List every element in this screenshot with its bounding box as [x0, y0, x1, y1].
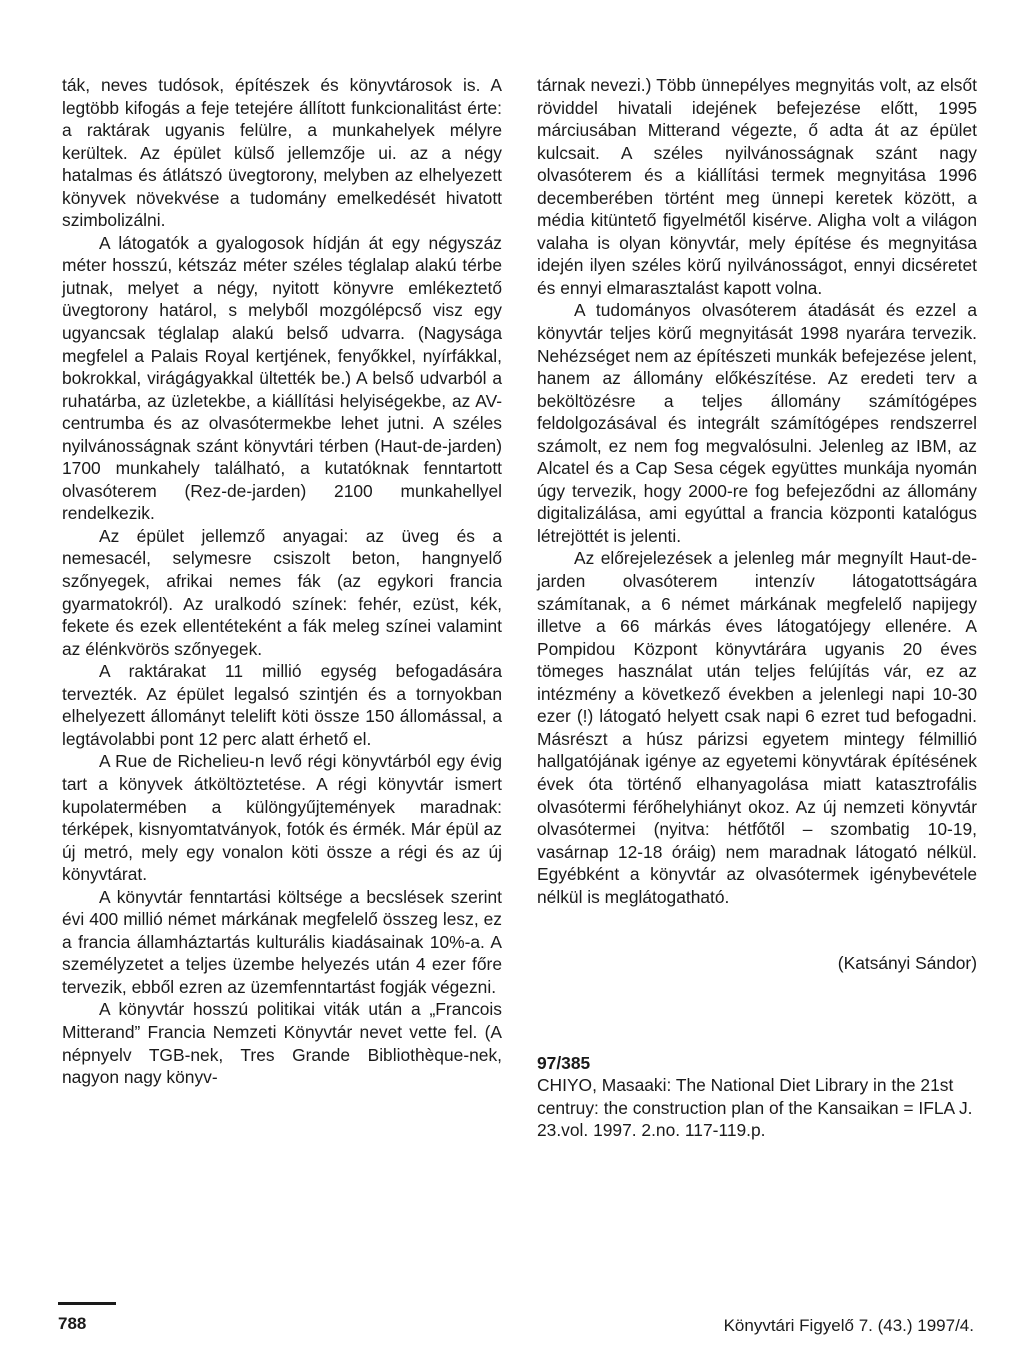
right-paragraph-1: tárnak nevezi.) Több ünnepélyes megnyitás volt, az elsőt röviddel hivatali idejének befejezése előtt, 1995 márciusában Mitterand végezte, ő adta át az épület kulcsait. A széles nyilvánosságnak szánt nagy olvasóterem és a kiállítási termek megnyitása 1996 decemberében történt meg ünnepi keretek között, a média kitüntető figyelmétől kisérve. Aligha volt a világon valaha is olyan könyvtár, mely építése és megnyitása idején ilyen széles körű nyilvánosságot, ennyi dicséretet és ennyi elmarasztalást kapott volna.	[537, 75, 977, 298]
author-signature: (Katsányi Sándor)	[837, 953, 977, 974]
left-paragraph-7: A könyvtár hosszú politikai viták után a „Francois Mitterand” Francia Nemzeti Könyvtár nevet vette fel. (A népnyelv TGB-nek, Tres Grande Bibliothèque-nek, nagyon nagy könyv-	[62, 999, 502, 1088]
right-paragraph-2: A tudományos olvasóterem átadását és ezzel a könyvtár teljes körű megnyitását 1998 nyarára tervezik. Nehézséget nem az építészeti munkák befejezése jelent, hanem az állomány előkészítése. Az eredeti terv a beköltözésre a teljes állomány számítógépes feldolgozásával és integrált számítógépes rendszerrel számolt, ez nem fog megvalósulni. Jelenleg az IBM, az Alcatel és a Cap Sesa cégek együttes munkája nyomán úgy tervezik, hogy 2000-re fog befejeződni az állomány digitalizálása, ami egyúttal a francia központi katalógus létrejöttét is jelenti.	[537, 300, 977, 546]
page-number: 788	[58, 1314, 87, 1333]
left-paragraph-4: A raktárakat 11 millió egység befogadására tervezték. Az épület legalsó szintjén és a tornyokban elhelyezett állományt telelift köti össze 150 állomással, a legtávolabbi pont 12 perc alatt érhető el.	[62, 661, 502, 749]
entry-number: 97/385	[537, 1052, 591, 1073]
left-paragraph-5: A Rue de Richelieu-n levő régi könyvtárból egy évig tart a könyvek átköltöztetése. A régi könyvtár ismert kupolatermében a különgyűjtemények maradnak: térképek, kisnyomtatványok, fotók és érmék. Már épül az új metró, mely egy vonalon köti össze a régi és az új könyvtárat.	[62, 751, 502, 885]
left-paragraph-2: A látogatók a gyalogosok hídján át egy négyszáz méter hosszú, kétszáz méter széles téglalap alakú térbe jutnak, melyet a négy, nyitott könyvre emlékeztető üvegtorony határol, s melyből mozgólépcső visz egy ugyancsak téglalap alakú belső udvarra. (Nagysága megfelel a Palais Royal kertjének, fenyőkkel, nyírfákkal, bokrokkal, virágágyakkal ültették be.) A belső udvarból a ruhatárba, az üzletekbe, a kiállítási helyiségekbe, az AV-centrumba és az olvasótermekbe lehet jutni. A széles nyilvánosságnak szánt könyvtári térben (Haut-de-jarden) 1700 munkahely található, a kutatóknak fenntartott olvasóterem (Rez-de-jarden) 2100 munkahellyel rendelkezik.	[62, 232, 502, 524]
journal-name: Könyvtári Figyelő 7. (43.) 1997/4.	[723, 1316, 974, 1335]
entry-citation: CHIYO, Masaaki: The National Diet Library in the 21st centruy: the construction plan of the Kansaikan = IFLA J. 23.vol. 1997. 2.no. 117-119.p.	[537, 1075, 973, 1141]
left-column	[62, 74, 502, 1089]
left-paragraph-1: ták, neves tudósok, építészek és könyvtárosok is. A legtöbb kifogás a feje tetejére állított funkcionalitást érte: a raktárak ugyanis felülre, a munkahelyek mélyre kerültek. Az épület külső jellemzője ui. az a négy hatalmas és átlátszó üvegtorony, melyben az elhelyezett könyvek növekvése a tudomány emelkedését hivatott szimbolizálni.	[62, 75, 502, 231]
footer-rule	[58, 1302, 116, 1305]
right-paragraph-3: Az előrejelezések a jelenleg már megnyílt Haut-de-jarden olvasóterem intenzív látogatottságára számítanak, a 6 német márkának megfelelő napijegy illetve a 66 márkás éves látogatójegy ellenére. A Pompidou Központ könyvtárára ugyanis 20 éves tömeges használat után teljes felújítás vár, ez az intézmény a következő években a jelenlegi napi 10-30 ezer (!) látogató helyett csak napi 6 ezret tud befogadni. Másrészt a húsz párizsi egyetem mintegy félmillió hallgatójának igénye az egyetemi könyvtárak építésének évek óta történő elhanyagolása miatt katasztrofális olvasótermi férőhelyhiányt okoz. Az új nemzeti könyvtár olvasótermei (nyitva: hétfőtől – szombatig 10-19, vasárnap 12-18 óráig) nem maradnak látogató nélkül. Egyébként a könyvtár az olvasótermek igénybevétele nélkül is meglátogatható.	[537, 548, 977, 907]
left-paragraph-3: Az épület jellemző anyagai: az üveg és a nemesacél, selymesre csiszolt beton, hangnyelő szőnyegek, afrikai nemes fák (az egykori francia gyarmatokról). Az uralkodó színek: fehér, ezüst, kék, fekete és ezek ellentéteként a fák meleg színei valamint az élénkvörös szőnyegek.	[62, 525, 502, 659]
right-column	[537, 74, 977, 1142]
left-paragraph-6: A könyvtár fenntartási költsége a becslések szerint évi 400 millió német márkának megfelelő összeg lesz, ez a francia államháztartás kulturális kiadásainak 10%-a. A személyzetet a teljes üzembe helyezés után 4 ezer főre tervezik, ebből ezren az üzemfenntartást fogják végezni.	[62, 886, 502, 997]
